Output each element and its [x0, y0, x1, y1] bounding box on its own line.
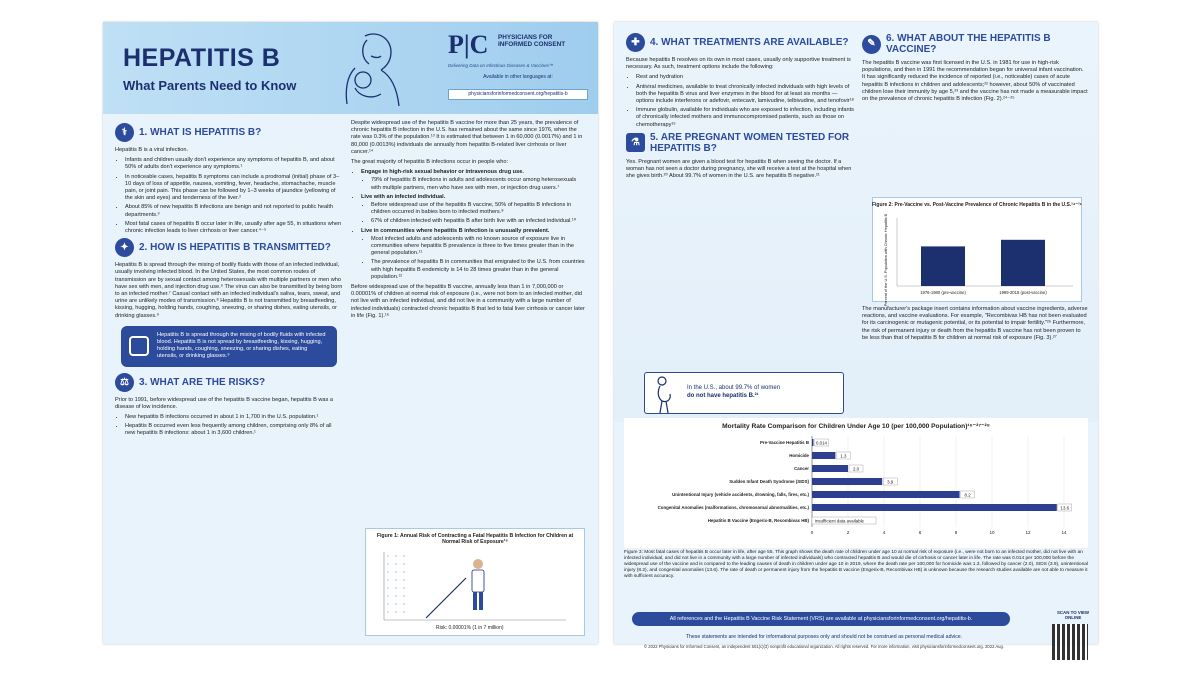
normal-risk-paragraph: Before widespread use of the hepatitis B vaccine, annually less than 1 in 7,000,000 or 0.00001% of children at normal risk of exposure (i.e., were not born to an infected mother, did not live with an infected individual, and did not live in a community with a large number of infected individuals) contracted chronic hepatitis B that led to fatal liver cirrhosis or cancer later in life (Fig. 1).¹⁶ [351, 284, 585, 319]
value-label: 1.3 [840, 453, 847, 459]
section-4-list [626, 74, 854, 128]
p2-right-column [862, 30, 1088, 106]
pregnant-woman-icon [648, 374, 682, 414]
qr-code[interactable] [1052, 624, 1088, 660]
category-label: Congenital Anomalies (malformations, chromosomal abnormalities, etc.) [657, 505, 809, 510]
list-item: • The prevalence of hepatitis B in communities that emigrated to the U.S. from countries with high hepatitis B endemicity is 14 to 28 times greater than in the general population.¹² [371, 259, 587, 281]
bar [812, 491, 960, 498]
x-tick-label: 2 [846, 530, 850, 535]
list-item: • About 85% of new hepatitis B infections are benign and not reported to public health departments.³ [125, 204, 343, 218]
list-item: • Rest and hydration [636, 74, 854, 81]
figure-1-graphic [366, 548, 584, 632]
value-label: 8.2 [964, 492, 971, 498]
stat-line-2: do not have hepatitis B.²¹ [687, 393, 759, 399]
copyright: © 2022 Physicians for Informed Consent, an independent 501(c)(3) nonprofit educational organization. All rights reserved. For more information, visit physiciansforinformedconsent.org. 2022 Aug. [644, 644, 1004, 649]
package-insert-paragraph: The manufacturer's package insert contains information about vaccine ingredients, adverse reactions, and vaccine evaluations. For example, "Recombivax HB has not been evaluated for its carcinogenic or mutagenic potential, or its potential to impair fertility."²⁶ Furthermore, the risk of permanent injury or death from the hepatitis B vaccine has not been proven to be less than that of hepatitis B for children at normal risk of exposure (Fig. 3).²⁷ [862, 306, 1088, 341]
category-label: Sudden Infant Death Syndrome (SIDS) [729, 479, 809, 484]
page-one [103, 22, 598, 644]
no-data-note: insufficient data available [815, 518, 864, 524]
languages-url[interactable]: physiciansforinformedconsent.org/hepatitis-b [448, 89, 588, 100]
list-item: • Immune globulin, available for individuals who are exposed to infection, including infants of chronically infected mothers and immunocompromised patients, such as those on chemotherapy¹⁹ [636, 107, 854, 129]
list-item: • Most fatal cases of hepatitis B occur later in life, usually after age 55, in situations when chronic infection leads to liver cirrhosis or liver cancer.⁴⁻⁵ [125, 221, 343, 235]
list-item: • New hepatitis B infections occurred in about 1 in 1,700 in the U.S. population.¹ [125, 414, 343, 421]
value-label: 3.9 [887, 479, 894, 485]
risk-group-title: Live with an infected individual. [361, 193, 446, 200]
left-column [115, 120, 343, 441]
section-1-list [115, 157, 343, 235]
list-item: • Hepatitis B occurred even less frequently among children, comprising only 8% of all new hepatitis B infections: about 1 in 3,600 children.¹ [125, 423, 343, 437]
pregnancy-stat-box [644, 372, 844, 414]
figure-1-caption: Figure 1: Annual Risk of Contracting a Fatal Hepatitis B Infection for Children at Normal Risk of Exposure¹⁶ [376, 533, 574, 546]
figure-3 [624, 418, 1088, 548]
section-6-title: 6. WHAT ABOUT THE HEPATITIS B VACCINE? [886, 33, 1051, 55]
section-2-title: 2. HOW IS HEPATITIS B TRANSMITTED? [139, 242, 331, 254]
section-3-intro: Prior to 1991, before widespread use of the hepatitis B vaccine began, hepatitis B was a disease of low incidence. [115, 396, 333, 410]
risk-group-title: Engage in high-risk sexual behavior or intravenous drug use. [361, 169, 524, 176]
category-label: Pre-Vaccine Hepatitis B [759, 440, 809, 445]
stat-line-1: In the U.S., about 99.7% of women [687, 385, 781, 391]
figure-2-xlabel-pre: 1976-1980 (pre-vaccine) [920, 290, 966, 295]
page-header [103, 22, 598, 114]
logo-name: PHYSICIANS FOR INFORMED CONSENT [498, 34, 566, 49]
test-tube-icon: ⚗ [626, 133, 645, 152]
section-5-title: 5. ARE PREGNANT WOMEN TESTED FOR HEPATITIS B? [650, 131, 850, 154]
figure-3-title: Mortality Rate Comparison for Children Under Age 10 (per 100,000 Population)¹⁶⁻²⁷⁻²⁸ [722, 423, 990, 430]
x-tick-label: 10 [989, 530, 995, 535]
list-item [361, 194, 587, 226]
bar [812, 439, 814, 446]
x-tick-label: 4 [882, 530, 886, 535]
figure-2-title: Figure 2: Pre-Vaccine vs. Post-Vaccine Prevalence of Chronic Hepatitis B in the U.S.²⁴⁻²⁵ [871, 202, 1083, 208]
figure-2-xlabel-post: 1999-2018 (post-vaccine) [999, 290, 1047, 295]
figure-2-bar-pre-vaccine [921, 246, 965, 286]
logo-mark: P|C [448, 30, 489, 59]
value-label: 0.014 [816, 440, 827, 446]
bar [812, 452, 835, 459]
figure-2-chart [871, 198, 1083, 307]
category-label: Cancer [794, 466, 809, 471]
list-item [361, 169, 587, 192]
page-title: HEPATITIS B [123, 44, 281, 72]
list-item: • Infants and children usually don't experience any symptoms of hepatitis B, and about 50% of adults don't experience any symptoms.¹ [125, 157, 343, 171]
callout-text: Hepatitis B is spread through the mixing of bodily fluids with infected blood. Hepatitis B is not spread by breastfeeding, kissing, hugging, holding hands, coughing, sneezing, or sharing dishes, eating utensils, or drinking glasses.⁹ [157, 331, 326, 360]
list-item: • Antiviral medicines, available to treat chronically infected individuals with high levels of both the hepatitis B virus and liver enzymes in the blood for at least six months — options include interferons or adefovir, entecavir, lamivudine, telbivudine, and tenofovir¹⁸ [636, 84, 854, 106]
right-column [351, 120, 587, 323]
list-item [361, 228, 587, 281]
section-4-intro: Because hepatitis B resolves on its own in most cases, usually only supportive treatment is necessary. As such, treatment options include the following: [626, 57, 851, 71]
section-3-list [115, 414, 343, 438]
value-label: 2.0 [852, 466, 860, 472]
bar [812, 504, 1057, 511]
section-1-heading [115, 123, 343, 142]
p2-left-column [626, 30, 854, 183]
no-share-icon [129, 336, 149, 356]
section-1-title: 1. WHAT IS HEPATITIS B? [139, 127, 262, 138]
section-5-body: Yes. Pregnant women are given a blood test for hepatitis B when seeing the doctor. If a woman has not seen a doctor during pregnancy, she will receive a test at the hospital when she gives birth.²⁰ About 99.7% of women in the U.S. are hepatitis B negative.²¹ [626, 158, 852, 180]
list-item: • 79% of hepatitis B infections in adults and adolescents occur among heterosexuals with multiple partners, men who have sex with men, or injection drug users.⁷ [371, 177, 587, 191]
section-6-heading [862, 33, 1088, 55]
section-6-body: The hepatitis B vaccine was first licensed in the U.S. in 1981 for use in high-risk populations, and then in 1991 the recommendation began for universal infant vaccination. It has significantly reduced the incidence of reported (i.e., noticeable) cases of acute hepatitis B infections in children and adolescents;²² however, about 50% of vaccinated children lose their immunity by age 5,²³ and the vaccine has not made a measurable impact on the prevalence of chronic hepatitis B infection (Fig. 2).²⁴⁻²⁵ [862, 60, 1088, 103]
page-subtitle: What Parents Need to Know [123, 78, 297, 93]
bar [812, 478, 882, 485]
list-item: • 67% of children infected with hepatitis B after birth live with an infected individual.¹⁰ [371, 218, 587, 225]
figure-1-risk-label: Risk: 0.00001% (1 in 7 million) [436, 624, 504, 631]
list-item: • In noticeable cases, hepatitis B symptoms can include a prodromal (initial) phase of 3–10 days of loss of appetite, nausea, vomiting, fever, headache, stomachache, muscle pain, or joint pain. This phase can be followed by 1–3 weeks of jaundice (yellowing of the skin and eyes) and tenderness of the liver.² [125, 174, 343, 203]
category-label: Unintentional Injury (vehicle accidents, drowning, falls, fires, etc.) [672, 492, 809, 497]
mother-child-illustration [325, 28, 421, 112]
disclaimer: These statements are intended for informational purposes only and should not be construed as personal medical advice. [685, 634, 963, 640]
scan-label: SCAN TO VIEW ONLINE [1056, 610, 1090, 620]
risk-groups-list [351, 169, 587, 281]
figure-2 [871, 197, 1083, 307]
page-two [614, 22, 1098, 649]
virus-icon: ⚕ [115, 123, 134, 142]
risk-groups-intro: The great majority of hepatitis B infections occur in people who: [351, 159, 509, 166]
section-3-heading [115, 373, 343, 392]
category-label: Hepatitis B Vaccine (Engerix-B, Recombivax HB) [707, 518, 809, 523]
section-2-heading [115, 238, 343, 257]
syringe-icon: ✎ [862, 35, 881, 54]
prevalence-paragraph: Despite widespread use of the hepatitis B vaccine for more than 25 years, the prevalence of chronic hepatitis B infection in the U.S. has remained about the same since 1976, when the rate was 0.3% of the population.¹³ It is estimated that between 1 in 60,000 (0.0017%) and 1 in 80,000 (0.0013%) individuals die annually from hepatitis B-related liver cirrhosis or liver cancer.¹⁴ [351, 120, 583, 155]
bar [812, 465, 848, 472]
section-1-intro: Hepatitis B is a viral infection. [115, 147, 189, 153]
list-item: • Before widespread use of the hepatitis B vaccine, 50% of hepatitis B infections in children occurred in babies born to infected mothers.⁸ [371, 202, 587, 216]
scale-icon: ⚖ [115, 373, 134, 392]
x-tick-label: 12 [1025, 530, 1031, 535]
list-item: • Most infected adults and adolescents with no known source of exposure live in communities where hepatitis B prevalence is three to five times greater than in the general population.¹¹ [371, 236, 587, 258]
section-2-body: Hepatitis B is spread through the mixing of bodily fluids with those of an infected individual, usually involving infected blood. In the United States, the most common routes of transmission are by sexual contact among heterosexuals with multiple partners or men who have sex with men, and injection drug use.⁶ The virus can also be transmitted by being born to an infected mother.⁷ Casual contact with an infected individual's saliva, tears, sweat, and urine are unlikely modes of transmission.⁸ Hepatitis B is not transmitted by breastfeeding, kissing, hugging, holding hands, coughing, sneezing, or sharing dishes, eating utensils, or drinking glasses.⁹ [115, 262, 343, 319]
p2-right-column-lower [862, 306, 1088, 345]
figure-2-bar-post-vaccine [1001, 240, 1045, 286]
x-tick-label: 8 [954, 530, 958, 535]
transmission-callout [121, 326, 337, 367]
figure-1 [365, 528, 585, 636]
section-3-title: 3. WHAT ARE THE RISKS? [139, 376, 266, 388]
x-tick-label: 0 [810, 530, 814, 535]
risk-group-title: Live in communities where hepatitis B infection is unusually prevalent. [361, 227, 550, 234]
pill-icon: ✚ [626, 33, 645, 52]
category-label: Homicide [789, 453, 809, 458]
x-tick-label: 6 [918, 530, 922, 535]
lightbulb-icon: ✦ [115, 238, 134, 257]
section-4-heading [626, 33, 854, 52]
x-tick-label: 14 [1061, 530, 1067, 535]
references-banner[interactable]: All references and the Hepatitis B Vaccine Risk Statement (VRS) are available at physiciansforinformedconsent.org/hepatitis-b. [632, 612, 1010, 626]
logo-tagline: Delivering Data on Infectious Diseases & Vaccines™ [448, 63, 554, 68]
figure-2-ylabel: Percent of the U.S. Population with Chronic Hepatitis B [884, 213, 888, 307]
figure-3-caption: Figure 3: Most fatal cases of hepatitis B occur later in life, after age 55. This graph shows the death rate of children under age 10 at normal risk of exposure (i.e., were not born to an infected mother, did not live with an infected individual, and did not live in a community with a large number of infected individuals) who contracted hepatitis B and would die of cirrhosis or cancer later in life. The rate was 0.014 per 100,000 before the widespread use of the vaccine and is compared to the leading causes of death in children under age 10 in 2019, where the death rate per 100,000 for homicide was 1.3, followed by cancer (2.0), SIDS (3.9), unintentional injury (8.2), and congenital anomalies (13.6). The rate of death or permanent injury from the hepatitis B vaccine (Engerix-B, Recombivax HB) is unknown because the research studies available are not able to measure it with sufficient accuracy. [624, 550, 1088, 579]
languages-note: Available in other languages at: [483, 74, 553, 80]
figure-3-chart [624, 430, 1088, 548]
section-4-title: 4. WHAT TREATMENTS ARE AVAILABLE? [650, 37, 849, 48]
section-5-heading [626, 132, 854, 154]
value-label: 13.6 [1060, 505, 1070, 511]
